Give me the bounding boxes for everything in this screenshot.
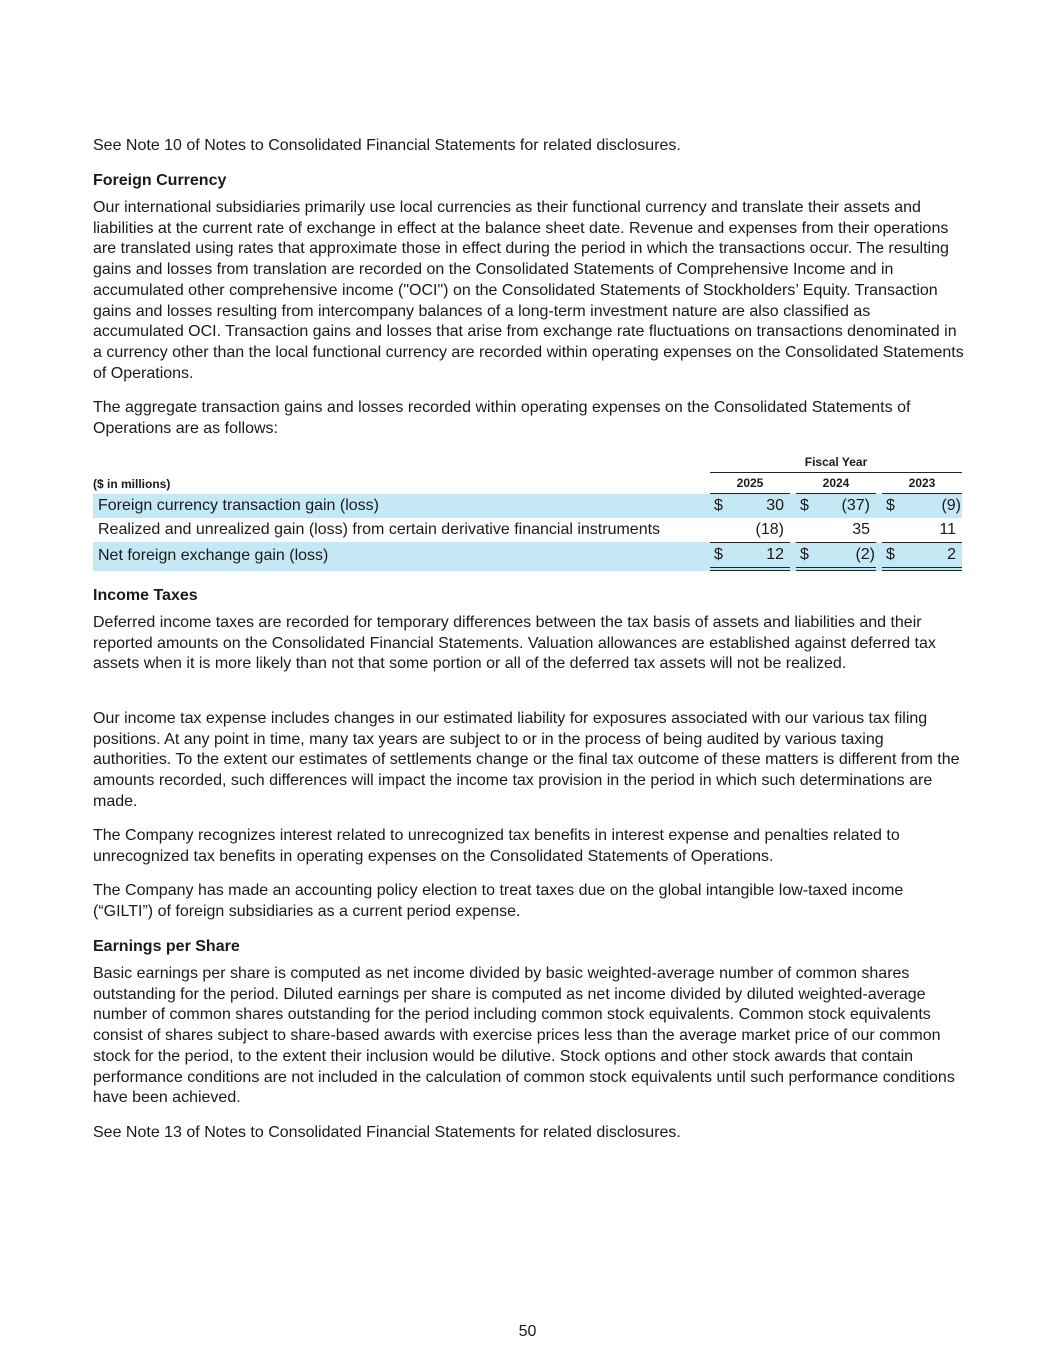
cell-value: (37) bbox=[820, 494, 876, 518]
units-label: ($ in millions) bbox=[93, 476, 171, 491]
table-row bbox=[93, 494, 962, 518]
row-label: Net foreign exchange gain (loss) bbox=[93, 542, 710, 571]
foreign-currency-paragraph-1: Our international subsidiaries primarily use local currencies as their functional currency and translate their assets and liabilities at the current rate of exchange in effect at the balance sheet date. Revenue and expenses from their operations are translated using rates that approximate those in effect during the period in which the transactions occur. The resulting gains and losses from translation are recorded on the Consolidated Statements of Comprehensive Income and in accumulated other comprehensive income ("OCI") on the Consolidated Statements of Stockholders’ Equity. Transaction gains and losses resulting from intercompany balances of a long-term investment nature are also classified as accumulated OCI. Transaction gains and losses that arise from exchange rate fluctuations on transactions denominated in a currency other than the local functional currency are recorded within operating expenses on the Consolidated Statements of Operations. bbox=[93, 199, 964, 382]
currency-symbol: $ bbox=[796, 542, 820, 571]
currency-symbol bbox=[796, 518, 820, 542]
cell-value: 12 bbox=[734, 542, 790, 571]
income-taxes-paragraph-2: Our income tax expense includes changes in our estimated liability for exposures associated with our various tax filing positions. At any point in time, many tax years are subject to or in the process of being audited by various taxing authorities. To the extent our estimates of settlements change or the final tax outcome of these matters is different from the amounts recorded, such differences will impact the income tax provision in the period in which such determinations are made. bbox=[93, 710, 960, 810]
year-header: 2024 bbox=[796, 473, 876, 494]
cell-value: (18) bbox=[755, 520, 784, 538]
currency-symbol: $ bbox=[710, 494, 734, 518]
fiscal-year-header: Fiscal Year bbox=[710, 452, 962, 473]
currency-symbol bbox=[710, 518, 734, 542]
currency-symbol bbox=[882, 518, 906, 542]
table-row-total bbox=[93, 542, 962, 571]
currency-symbol: $ bbox=[710, 542, 734, 571]
currency-symbol: $ bbox=[796, 494, 820, 518]
cell-value: (9) bbox=[906, 494, 962, 518]
income-taxes-paragraph-4: The Company has made an accounting policy election to treat taxes due on the global intangible low-taxed income (“GILTI”) of foreign subsidiaries as a current period expense. bbox=[93, 882, 904, 920]
intro-note: See Note 10 of Notes to Consolidated Financial Statements for related disclosures. bbox=[93, 137, 681, 154]
currency-symbol: $ bbox=[882, 494, 906, 518]
year-header: 2025 bbox=[710, 473, 790, 494]
year-header: 2023 bbox=[882, 473, 962, 494]
row-label: Foreign currency transaction gain (loss) bbox=[93, 494, 710, 518]
income-taxes-paragraph-3: The Company recognizes interest related to unrecognized tax benefits in interest expense and penalties related to unrecognized tax benefits in operating expenses on the Consolidated Statements of Operations. bbox=[93, 827, 900, 865]
foreign-currency-paragraph-2: The aggregate transaction gains and losses recorded within operating expenses on the Consolidated Statements of Operations are as follows: bbox=[93, 399, 911, 437]
cell-value: 11 bbox=[939, 520, 956, 538]
cell-value: 35 bbox=[852, 520, 870, 538]
cell-value: (2) bbox=[820, 542, 876, 571]
income-taxes-heading: Income Taxes bbox=[93, 587, 198, 604]
cell-value: 30 bbox=[734, 494, 790, 518]
page-number: 50 bbox=[518, 1323, 537, 1340]
foreign-currency-heading: Foreign Currency bbox=[93, 172, 227, 189]
eps-heading: Earnings per Share bbox=[93, 938, 240, 955]
fx-gain-loss-table bbox=[93, 452, 962, 571]
eps-paragraph-2: See Note 13 of Notes to Consolidated Financial Statements for related disclosures. bbox=[93, 1124, 681, 1141]
row-label: Realized and unrealized gain (loss) from certain derivative financial instruments bbox=[98, 520, 661, 538]
table-row bbox=[93, 518, 962, 542]
currency-symbol: $ bbox=[882, 542, 906, 571]
income-taxes-paragraph-1: Deferred income taxes are recorded for temporary differences between the tax basis of assets and liabilities and their reported amounts on the Consolidated Financial Statements. Valuation allowances are established against deferred tax assets when it is more likely than not that some portion or all of the deferred tax assets will not be realized. bbox=[93, 614, 936, 673]
eps-paragraph-1: Basic earnings per share is computed as net income divided by basic weighted-average number of common shares outstanding for the period. Diluted earnings per share is computed as net income divided by diluted weighted-average number of common shares outstanding for the period including common stock equivalents. Common stock equivalents consist of shares subject to share-based awards with exercise prices less than the average market price of our common stock for the period, to the extent their inclusion would be dilutive. Stock options and other stock awards that contain performance conditions are not included in the calculation of common stock equivalents until such performance conditions have been achieved. bbox=[93, 965, 955, 1107]
cell-value: 2 bbox=[906, 542, 962, 571]
